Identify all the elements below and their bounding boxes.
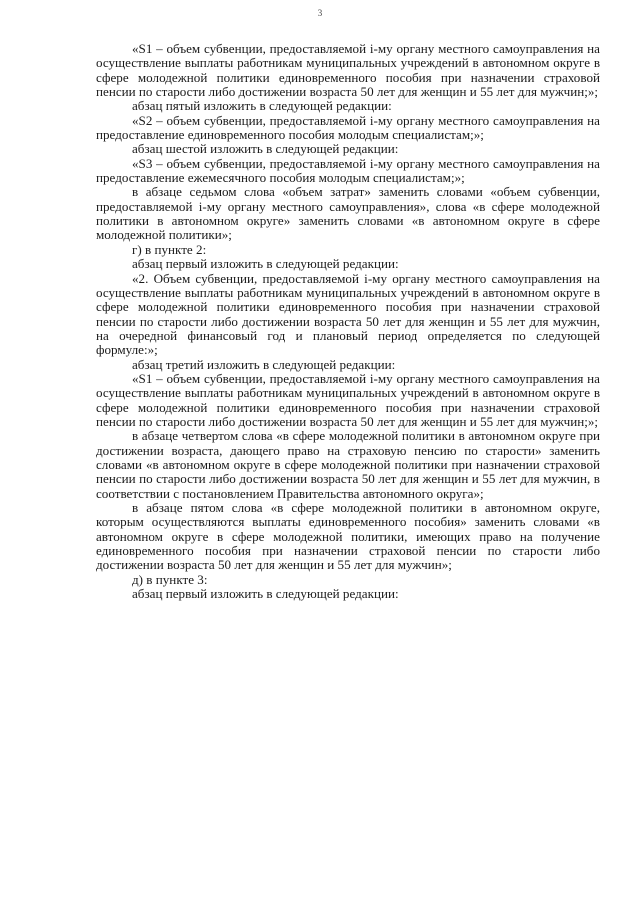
paragraph: «S3 – объем субвенции, предоставляемой i-му органу местного самоуправления на предоставление ежемесячного пособия молодым специалистам;»; [96, 155, 600, 186]
paragraph: д) в пункте 3: [132, 571, 208, 587]
paragraph: «2. Объем субвенции, предоставляемой i-му органу местного самоуправления на осуществление выплаты работникам муниципальных учреждений в автономном округе в сфере молодежной политики единовременного пособия при назначении страховой пенсии по старости либо достижении возраста 50 лет для женщин и 55 лет для мужчин, на очередной финансовый год и плановый период определяется по следующей формуле:»; [96, 270, 600, 358]
paragraph: г) в пункте 2: [132, 241, 207, 257]
page-number: 3 [317, 8, 323, 18]
paragraph: «S1 – объем субвенции, предоставляемой i-му органу местного самоуправления на осуществление выплаты работникам муниципальных учреждений в автономном округе в сфере молодежной политики единовременного пособия при назначении страховой пенсии по старости либо достижении возраста 50 лет для женщин и 55 лет для мужчин;»; [96, 370, 600, 429]
paragraph: абзац пятый изложить в следующей редакции: [132, 98, 392, 114]
paragraph: абзац первый изложить в следующей редакции: [132, 256, 399, 272]
paragraph: в абзаце пятом слова «в сфере молодежной политики в автономном округе, которым осуществляются выплаты единовременного пособия» заменить словами «в автономном округе в сфере молодежной политики, имеющих право на получение единовременного пособия при назначении страховой пенсии по старости либо достижении возраста 50 лет для женщин и 55 лет для мужчин»; [96, 500, 600, 573]
paragraph: в абзаце четвертом слова «в сфере молодежной политики в автономном округе при достижении возраста, дающего право на страховую пенсию по старости» заменить словами «в автономном округе в сфере молодежной политики при назначении страховой пенсии по старости либо достижении возраста 50 лет для женщин и 55 лет для мужчин, в соответствии с постановлением Правительства автономного округа»; [96, 428, 600, 501]
paragraph: «S1 – объем субвенции, предоставляемой i-му органу местного самоуправления на осуществление выплаты работникам муниципальных учреждений в автономном округе в сфере молодежной политики единовременного пособия при назначении страховой пенсии по старости либо достижении возраста 50 лет для женщин и 55 лет для мужчин;»; [96, 41, 600, 100]
paragraph: «S2 – объем субвенции, предоставляемой i-му органу местного самоуправления на предоставление единовременного пособия молодым специалистам;»; [96, 112, 600, 143]
paragraph: в абзаце седьмом слова «объем затрат» заменить словами «объем субвенции, предоставляемой i-му органу местного самоуправления», слова «в сфере молодежной политики в автономном округе» заменить словами «в автономном округе в сфере молодежной политики»; [96, 184, 600, 243]
paragraph: абзац шестой изложить в следующей редакции: [132, 141, 399, 157]
document-body [96, 42, 600, 601]
paragraph: абзац третий изложить в следующей редакции: [132, 356, 396, 372]
paragraph: абзац первый изложить в следующей редакции: [132, 586, 399, 602]
